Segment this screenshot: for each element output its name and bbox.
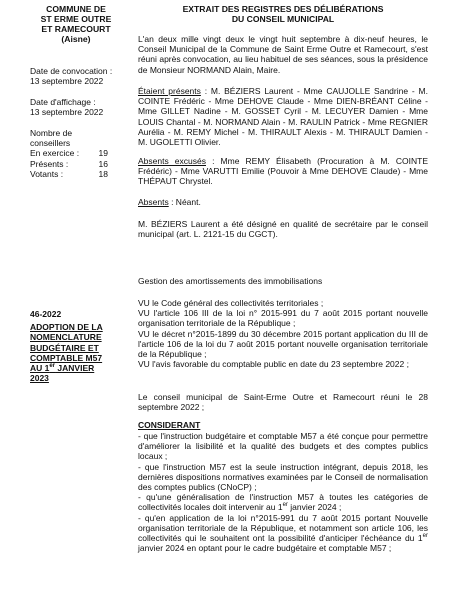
stat-label: Votants :	[30, 168, 64, 179]
considerant-item	[138, 513, 428, 554]
item-number: 46-2022	[30, 309, 62, 319]
item-title-part: AU 1	[30, 363, 50, 374]
presents-text: : M. BÉZIERS Laurent - Mme CAUJOLLE Sandrine - M. COINTE Frédéric - Mme DEHOVE Claude - Mme DIEN-BRÉANT Céline - Mme GILLET Nadine - M. GOSSET Cyril - M. LECUYER Damien - Mme LOUIS Chantal - M. NORMAND Alain - M. RAULIN Patrick - Mme REGNIER Aurélia - M. REMY Michel - M. THIRAULT Alexis - M. THIRAULT Damien - M. UGOLETTI Olivier.	[138, 86, 428, 148]
commune-header	[30, 4, 122, 44]
absents-text: : Néant.	[168, 197, 201, 207]
considerant-list	[138, 431, 428, 553]
affichage-date: 13 septembre 2022	[30, 107, 104, 118]
stat-label: En exercice :	[30, 148, 80, 159]
reunion-paragraph: Le conseil municipal de Saint-Erme Outre et Ramecourt réuni le 28 septembre 2022 ;	[138, 392, 428, 413]
item-title-sup: er	[49, 363, 56, 370]
item-title-line: NOMENCLATURE	[30, 332, 102, 343]
commune-line: ET RAMECOURT	[41, 24, 111, 34]
excuses-paragraph	[138, 156, 428, 187]
stat-value: 18	[98, 168, 108, 179]
absents-label: Absents	[138, 197, 169, 207]
item-title-line	[30, 363, 130, 373]
left-column	[30, 4, 122, 44]
conseillers-block	[30, 128, 130, 179]
presents-paragraph	[138, 86, 428, 147]
item-title	[30, 322, 130, 383]
convocation-block	[30, 66, 130, 86]
considerant-item	[138, 431, 428, 462]
affichage-label: Date d'affichage :	[30, 97, 96, 107]
item-title-part: JANVIER	[55, 363, 95, 374]
considerant-text: - que l'instruction budgétaire et comptable M57 a été conçue pour permettre d'améliorer la lisibilité et la qualité des budgets et des comptes publics locaux ;	[138, 431, 428, 462]
registry-line: EXTRAIT DES REGISTRES DES DÉLIBÉRATIONS	[182, 4, 384, 14]
convocation-label: Date de convocation :	[30, 66, 113, 76]
considerant-text: - qu'en application de la loi n°2015-991 du 7 août 2015 portant Nouvelle organisation territoriale de la République, et notamment son article 106, les collectivités qui le souhaitent ont la possibilité d'anticiper l'échéance du 1	[138, 512, 428, 544]
stat-value: 16	[98, 158, 108, 169]
considerant-text: janvier 2024 en optant pour le cadre budgétaire et comptable M57 ;	[138, 543, 392, 554]
convocation-date: 13 septembre 2022	[30, 76, 104, 87]
item-title-line: 2023	[30, 373, 49, 384]
item-title-line: COMPTABLE M57	[30, 352, 103, 363]
intro-paragraph: L'an deux mille vingt deux le vingt huit septembre à dix-neuf heures, le Conseil Municipal de la Commune de Saint Erme Outre et Ramecourt, s'est réuni après convocation, au lieu habituel de ses séances, sous la présidence de Monsieur NORMAND Alain, Maire.	[138, 34, 428, 75]
stat-value: 19	[98, 148, 108, 159]
item-title-line: BUDGÉTAIRE ET	[30, 342, 99, 353]
conseillers-label: Nombre de conseillers	[30, 128, 73, 149]
considerant-text: - que l'instruction M57 est la seule instruction intégrant, depuis 2018, les dernières dispositions normatives examinées par le Conseil de normalisation des comptes publics (CNoCP) ;	[138, 461, 428, 493]
vu-item: VU le Code général des collectivités territoriales ;	[138, 298, 324, 308]
considerant-text: - qu'une généralisation de l'instruction M57 à toutes les catégories de collectivités locales doit intervenir au 1	[138, 492, 428, 513]
right-column	[138, 4, 428, 24]
section-title: Gestion des amortissements des immobilisations	[138, 276, 323, 286]
considerant-sup: er	[422, 533, 428, 540]
commune-line: (Aisne)	[61, 34, 91, 44]
affichage-block	[30, 97, 130, 117]
vu-item: VU le décret n°2015-1899 du 30 décembre 2015 portant application du III de l'article 106 de la loi du 7 août 2015 portant nouvelle organisation territoriale de la République ;	[138, 328, 428, 360]
commune-line: ST ERME OUTRE	[40, 14, 112, 24]
vu-item: VU l'avis favorable du comptable public en date du 23 septembre 2022 ;	[138, 359, 409, 370]
item-title-line: ADOPTION DE LA	[30, 322, 103, 333]
registry-line: DU CONSEIL MUNICIPAL	[231, 14, 335, 24]
excuses-label: Absents excusés	[138, 156, 206, 166]
vu-item: VU l'article 106 III de la loi n° 2015-991 du 7 août 2015 portant nouvelle organisation territoriale de la République ;	[138, 308, 428, 329]
stats-grid	[30, 148, 130, 179]
commune-line: COMMUNE DE	[46, 4, 106, 14]
vu-list	[138, 298, 428, 369]
considerant-sup: er	[282, 502, 288, 509]
secretaire-paragraph: M. BÉZIERS Laurent a été désigné en qualité de secrétaire par le conseil municipal (art. L. 2121-15 du CGCT).	[138, 219, 428, 240]
considerant-item	[138, 492, 428, 512]
presents-label: Étaient présents	[138, 86, 201, 96]
considerant-item	[138, 462, 428, 493]
considerant-text: janvier 2024 ;	[287, 502, 342, 513]
absents-paragraph	[138, 197, 428, 207]
item-block	[30, 309, 130, 383]
excuses-text: : Mme REMY Élisabeth (Procuration à M. COINTE Frédéric) - Mme VARUTTI Emilie (Pouvoir à Mme DEHOVE Claude) - Mme THÉPAUT Chrystel.	[138, 156, 428, 187]
stat-label: Présents :	[30, 158, 69, 169]
registry-header	[138, 4, 428, 24]
considerant-title: CONSIDERANT	[138, 420, 201, 430]
